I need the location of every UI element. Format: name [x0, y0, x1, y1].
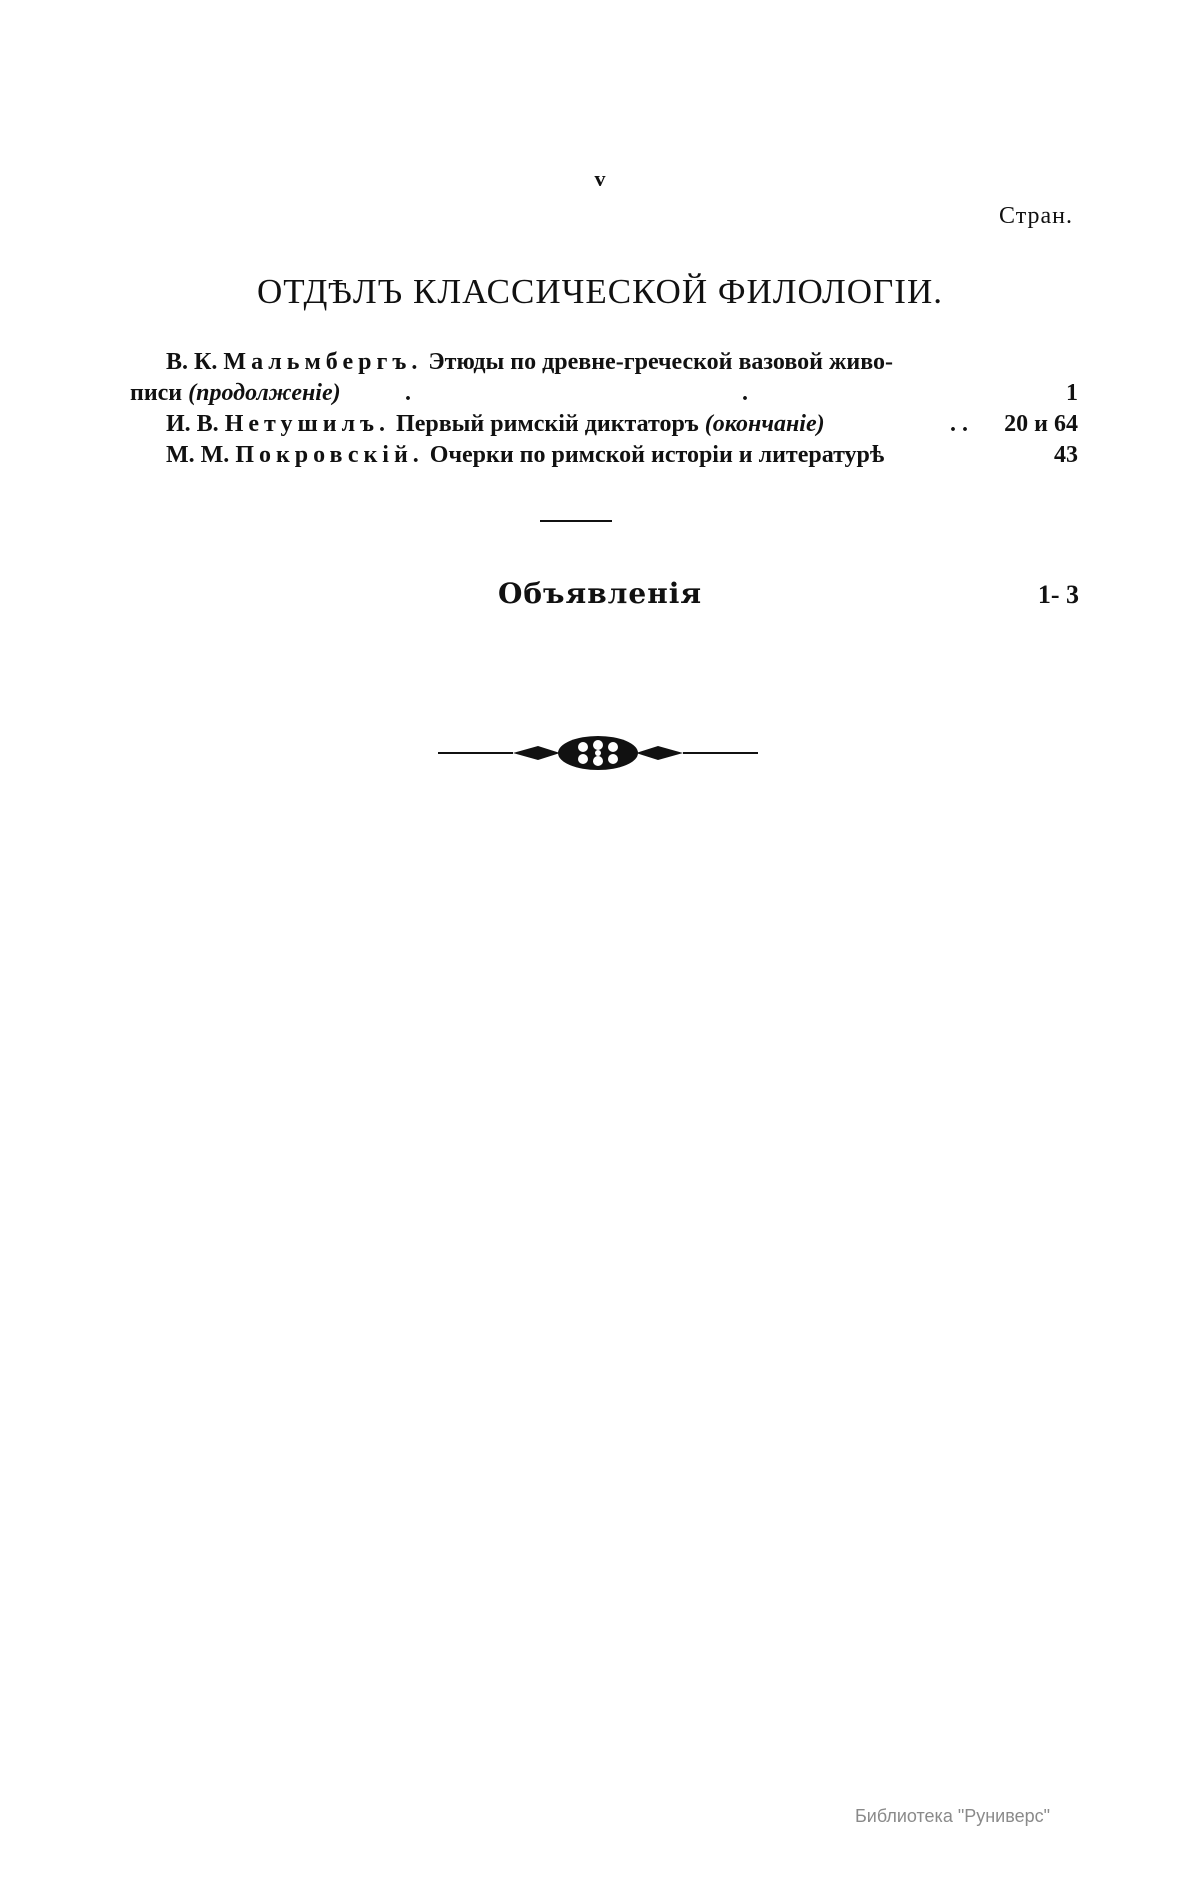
author-name: Нетушилъ.	[224, 411, 391, 437]
pages-column-header: Стран.	[999, 203, 1073, 229]
library-watermark: Библиотека "Руниверс"	[854, 1806, 1050, 1826]
entry-page: 20 и 64	[1004, 411, 1078, 437]
toc-entry-continuation	[130, 378, 1078, 409]
page-number: v	[594, 166, 606, 191]
ornament-divider	[438, 730, 758, 776]
section-title: ОТДѢЛЪ КЛАССИЧЕСКОЙ ФИЛОЛОГІИ.	[257, 272, 943, 311]
toc-entry	[166, 440, 1078, 471]
entry-title-continuation: писи	[130, 380, 183, 406]
toc-entry	[166, 347, 1078, 378]
leader-dot: .	[405, 380, 411, 406]
table-of-contents	[130, 347, 1078, 471]
author-name: Покровскій.	[235, 442, 424, 468]
entry-note: (окончаніе)	[704, 411, 825, 437]
entry-title: Этюды по древне-греческой вазовой живо-	[428, 349, 893, 375]
leader-dot: .	[742, 380, 748, 406]
author-initials: В. К.	[166, 349, 218, 375]
ads-title: Объявленія	[497, 577, 703, 610]
author-initials: И. В.	[166, 411, 219, 437]
author-name: Мальмбергъ.	[223, 349, 423, 375]
leader-dots: . .	[950, 411, 968, 437]
entry-note: (продолженіе)	[188, 380, 341, 406]
entry-page: 43	[1054, 442, 1078, 468]
entry-title: Первый римскій диктаторъ	[396, 411, 699, 437]
toc-entry	[166, 409, 1078, 440]
author-initials: М. М.	[166, 442, 230, 468]
entry-page: 1	[1066, 380, 1078, 406]
entry-title: Очерки по римской исторіи и литературѣ	[429, 442, 885, 468]
section-divider	[540, 520, 612, 522]
ads-pages: 1- 3	[1037, 580, 1079, 609]
